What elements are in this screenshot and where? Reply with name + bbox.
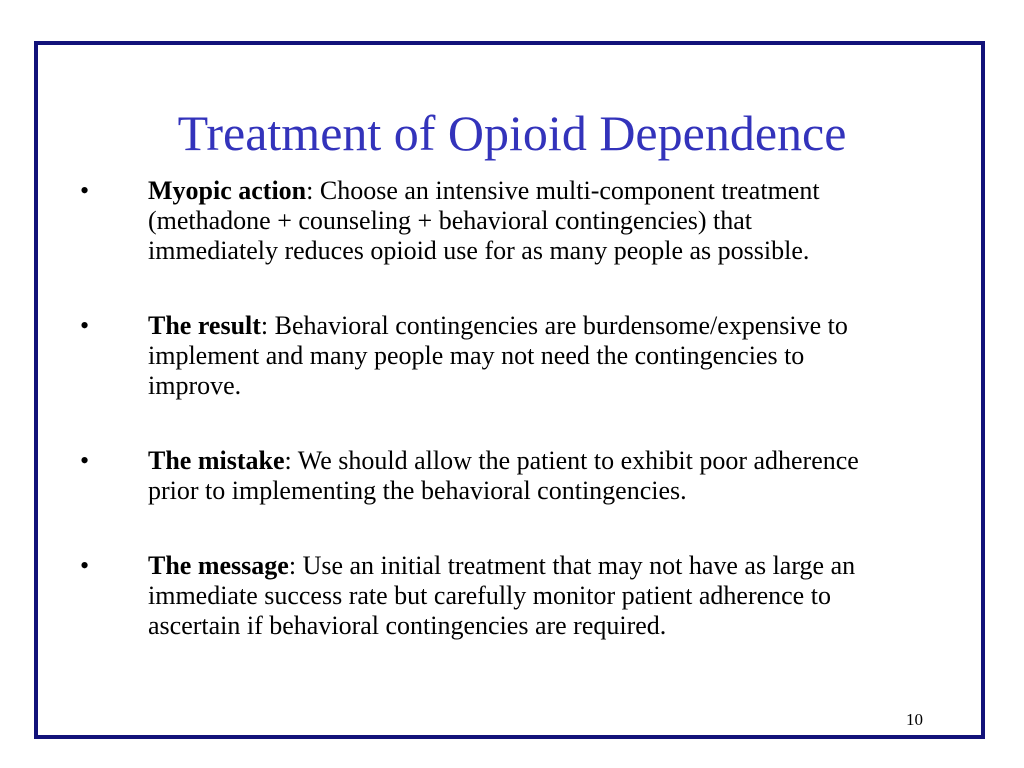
bullet-term: The message	[148, 551, 289, 580]
bullet-separator: :	[260, 311, 269, 340]
bullet-item-mistake	[80, 446, 860, 506]
bullet-marker: •	[80, 176, 90, 205]
bullet-separator: :	[288, 551, 297, 580]
bullet-text: Behavioral contingencies are burdensome/expensive to implement and many people may not need the contingencies to improve.	[148, 311, 848, 400]
bullet-marker: •	[80, 311, 90, 340]
bullet-item-result	[80, 311, 860, 401]
bullet-term: The mistake	[148, 446, 285, 475]
bullet-term: The result	[148, 311, 261, 340]
bullet-item-myopic-action	[80, 176, 860, 266]
bullet-item-message	[80, 551, 860, 641]
bullet-marker: •	[80, 446, 90, 475]
page-number: 10	[906, 710, 923, 729]
bullet-separator: :	[306, 176, 314, 205]
bullet-term: Myopic action	[148, 176, 307, 205]
bullet-text: Use an initial treatment that may not have as large an immediate success rate but carefully monitor patient adherence to ascertain if behavioral contingencies are required.	[148, 551, 856, 640]
bullet-separator: :	[284, 446, 292, 475]
slide-title: Treatment of Opioid Dependence	[177, 105, 847, 161]
bullet-marker: •	[80, 551, 90, 580]
bullet-list	[80, 176, 860, 686]
bullet-text: We should allow the patient to exhibit poor adherence prior to implementing the behavioral contingencies.	[148, 446, 859, 505]
bullet-text: Choose an intensive multi-component treatment (methadone + counseling + behavioral contingencies) that immediately reduces opioid use for as many people as possible.	[148, 176, 820, 265]
